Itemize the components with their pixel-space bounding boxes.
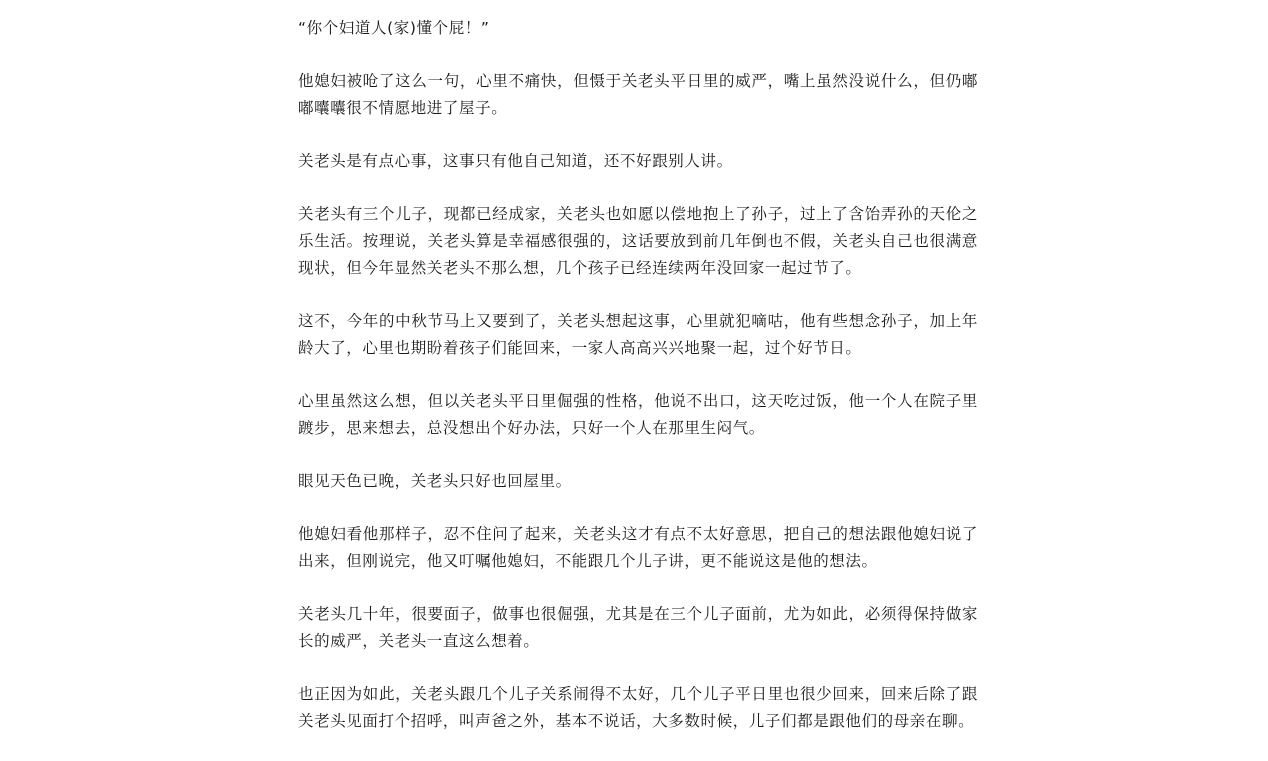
paragraph: 关老头有三个儿子，现都已经成家，关老头也如愿以偿地抱上了孙子，过上了含饴弄孙的天伦之乐生活。按理说，关老头算是幸福感很强的，这话要放到前几年倒也不假，关老头自己也很满意现状，但今年显然关老头不那么想，几个孩子已经连续两年没回家一起过节了。 <box>298 205 978 277</box>
paragraph: 也正因为如此，关老头跟几个儿子关系闹得不太好，几个儿子平日里也很少回来，回来后除了跟关老头见面打个招呼，叫声爸之外，基本不说话，大多数时候，儿子们都是跟他们的母亲在聊。 <box>298 685 978 730</box>
paragraph-quote: “你个妇道人(家)懂个屁！” <box>298 19 490 37</box>
paragraph: 这不，今年的中秋节马上又要到了，关老头想起这事，心里就犯嘀咕，他有些想念孙子，加上年龄大了，心里也期盼着孩子们能回来，一家人高高兴兴地聚一起，过个好节日。 <box>298 312 978 357</box>
paragraph: 他媳妇看他那样子，忍不住问了起来，关老头这才有点不太好意思，把自己的想法跟他媳妇说了出来，但刚说完，他又叮嘱他媳妇，不能跟几个儿子讲，更不能说这是他的想法。 <box>298 525 978 570</box>
paragraph: 关老头几十年，很要面子，做事也很倔强，尤其是在三个儿子面前，尤为如此，必须得保持做家长的威严，关老头一直这么想着。 <box>298 605 978 650</box>
paragraph: 心里虽然这么想，但以关老头平日里倔强的性格，他说不出口，这天吃过饭，他一个人在院子里踱步，思来想去，总没想出个好办法，只好一个人在那里生闷气。 <box>298 392 978 437</box>
paragraph: 关老头是有点心事，这事只有他自己知道，还不好跟别人讲。 <box>298 152 733 170</box>
paragraph: 眼见天色已晚，关老头只好也回屋里。 <box>298 472 572 490</box>
article-body <box>298 15 978 761</box>
paragraph: 他媳妇被呛了这么一句，心里不痛快，但慑于关老头平日里的威严，嘴上虽然没说什么，但仍嘟嘟囔囔很不情愿地进了屋子。 <box>298 72 978 117</box>
